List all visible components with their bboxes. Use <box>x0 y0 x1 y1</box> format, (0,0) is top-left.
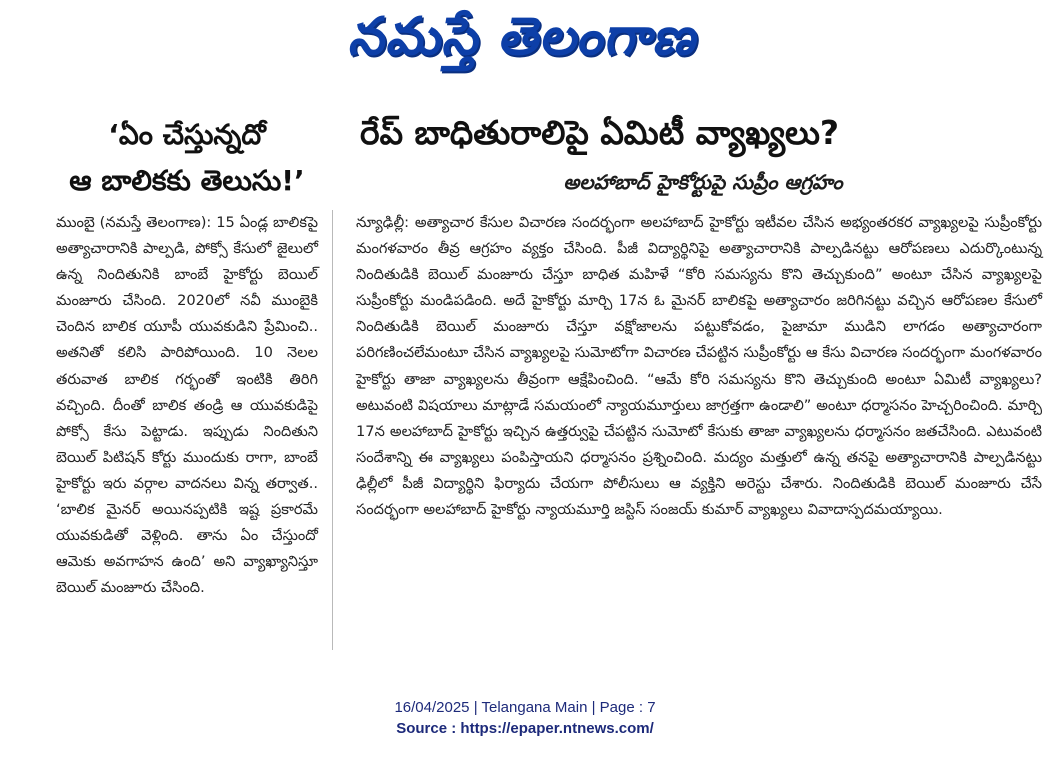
right-article-subheadline: అలహాబాద్ హైకోర్టుపై సుప్రీం ఆగ్రహం <box>563 170 843 194</box>
right-article <box>356 108 1050 658</box>
footer-source-line <box>0 718 1050 739</box>
footer-edition-line <box>0 697 1050 718</box>
left-headline-line-2: ఆ బాలికకు తెలుసు!’ <box>69 164 305 197</box>
right-article-body: న్యూఢిల్లీ: అత్యాచార కేసుల విచారణ సందర్భంగా అలహాబాద్ హైకోర్టు ఇటీవల చేసిన అభ్యంతరకర వ్యాఖ్యలపై సుప్రీంకోర్టు మంగళవారం తీవ్ర ఆగ్రహం వ్యక్తం చేసింది. పీజీ విద్యార్థినిపై అత్యాచారానికి పాల్పడినట్టు ఆరోపణలు ఎదుర్కొంటున్న నిందితుడికి బెయిల్ మంజూరు చేస్తూ బాధిత మహిళే “కోరి సమస్యను కొని తెచ్చుకుంది” అంటూ చేసిన వ్యాఖ్యలపై సుప్రీంకోర్టు మండిపడింది. అదే హైకోర్టు మార్చి 17న ఓ మైనర్ బాలికపై అత్యాచారం జరిగినట్టు వచ్చిన ఆరోపణల కేసులో నిందితుడికి బెయిల్ మంజూరు చేస్తూ వక్షోజాలను పట్టుకోవడం, పైజామా ముడిని లాగడం అత్యాచారంగా పరిగణించలేమంటూ చేసిన వ్యాఖ్యలపై సుమోటోగా విచారణ చేపట్టిన సుప్రీంకోర్టు ఆ కేసు విచారణ సందర్భంగా మంగళవారం హైకోర్టు తాజా వ్యాఖ్యలను తీవ్రంగా ఆక్షేపించింది. “ఆమే కోరి సమస్యను కొని తెచ్చుకుంది అంటూ ఏమిటీ వ్యాఖ్యలు? అటువంటి విషయాలు మాట్లాడే సమయంలో న్యాయమూర్తులు జాగ్రత్తగా ఉండాలి” అంటూ ధర్మాసనం హెచ్చరించింది. మార్చి 17న అలహాబాద్ హైకోర్టు ఇచ్చిన ఉత్తర్వుపై చేపట్టిన సుమోటో కేసుకు తాజా వ్యాఖ్యలను ధర్మాసనం జతచేసింది. ఎటువంటి సందేశాన్ని ఈ వ్యాఖ్యలు పంపిస్తాయని ధర్మాసనం ప్రశ్నించింది. మద్యం మత్తులో ఉన్న తనపై అత్యాచారానికి పాల్పడినట్టు ఢిల్లీలో పీజీ విద్యార్థిని ఫిర్యాదు చేయగా పోలీసులు ఆ వ్యక్తిని అరెస్టు చేశారు. నిందితుడికి బెయిల్ మంజూరు చేసే సందర్భంగా అలహాబాద్ హైకోర్టు న్యాయమూర్తి జస్టిస్ సంజయ్ కుమార్ వ్యాఖ్యలు వివాదాస్పదమయ్యాయి. <box>356 214 1042 519</box>
masthead <box>0 4 1050 74</box>
right-article-headline: రేప్ బాధితురాలిపై ఏమిటీ వ్యాఖ్యలు? <box>360 113 840 152</box>
left-article-body: ముంబై (నమస్తే తెలంగాణ): 15 ఏండ్ల బాలికపై అత్యాచారానికి పాల్పడి, పోక్సో కేసులో జైలులో ఉన్న నిందితునికి బాంబే హైకోర్టు బెయిల్ మంజూరు చేసింది. 2020లో నవీ ముంబైకి చెందిన బాలిక యూపీ యువకుడిని ప్రేమించి.. అతనితో కలిసి పారిపోయింది. 10 నెలల తరువాత బాలిక గర్భంతో ఇంటికి తిరిగి వచ్చింది. దీంతో బాలిక తండ్రి ఆ యువకుడిపై పోక్సో కేసు పెట్టాడు. ఇప్పుడు నిందితుని బెయిల్ పిటిషన్ కోర్టు ముందుకు రాగా, బాంబే హైకోర్టు ఇరు వర్గాల వాదనలు విన్న తర్వాత.. ‘బాలిక మైనర్ అయినప్పటికి ఇష్ట ప్రకారమే యువకుడితో వెళ్లింది. తాను ఏం చేస్తుందో ఆమెకు అవగాహన ఉంది’ అని వ్యాఖ్యానిస్తూ బెయిల్ మంజూరు చేసింది. <box>56 214 318 597</box>
left-headline-line-1: ‘ఏం చేస్తున్నదో <box>108 118 266 151</box>
footer-date: 16/04/2025 <box>394 699 470 716</box>
left-article-headline <box>56 108 318 208</box>
newspaper-title-logo: నమస్తే తెలంగాణ <box>345 7 705 67</box>
footer-edition: Telangana Main <box>481 699 588 716</box>
footer-separator-1: | <box>469 699 482 716</box>
column-divider <box>332 210 333 650</box>
page-footer <box>0 697 1050 739</box>
left-article <box>56 108 318 658</box>
footer-page: Page : 7 <box>599 699 656 716</box>
footer-source-link[interactable]: https://epaper.ntnews.com/ <box>460 720 654 737</box>
footer-separator-2: | <box>587 699 600 716</box>
news-page-content <box>56 108 1050 658</box>
footer-source-label: Source : <box>396 720 461 737</box>
